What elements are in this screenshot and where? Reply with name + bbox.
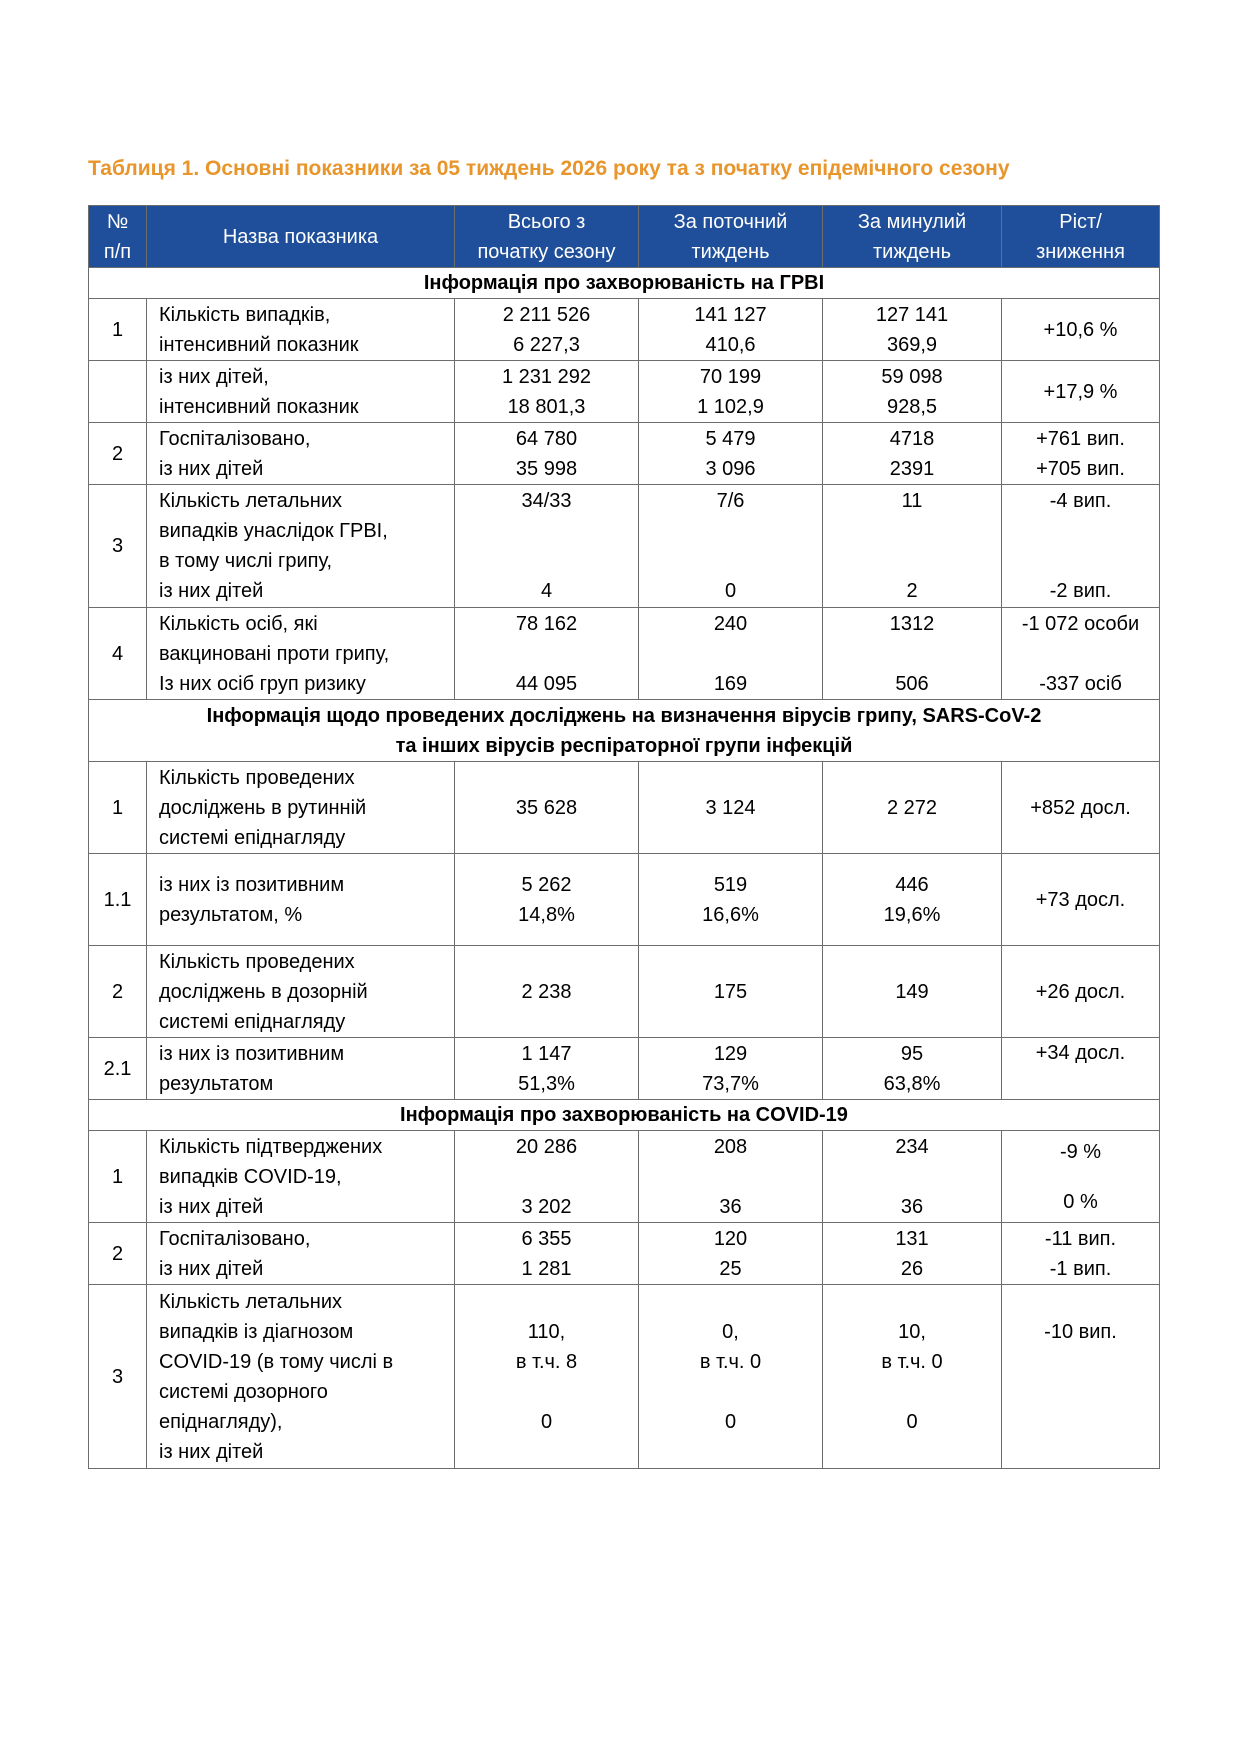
cell-previous: 1312 506: [823, 608, 1002, 700]
cell-total: 110, в т.ч. 8 0: [455, 1285, 639, 1469]
row-name: Госпіталізовано, із них дітей: [147, 1223, 455, 1285]
table-row: [89, 423, 1160, 485]
cell-change: +10,6 %: [1002, 299, 1160, 361]
cell-total: 6 355 1 281: [455, 1223, 639, 1285]
row-num: 1.1: [89, 854, 147, 946]
row-name: Кількість летальних випадків із діагнозом COVID-19 (в тому числі в системі дозорного епіднагляду), із них дітей: [147, 1285, 455, 1469]
cell-change: +26 досл.: [1002, 946, 1160, 1038]
cell-change: -1 072 особи -337 осіб: [1002, 608, 1160, 700]
row-name: Госпіталізовано, із них дітей: [147, 423, 455, 485]
cell-change: +73 досл.: [1002, 854, 1160, 946]
cell-total: 34/33 4: [455, 485, 639, 608]
row-name: Кількість проведених досліджень в рутинній системі епіднагляду: [147, 762, 455, 854]
row-name: Кількість осіб, які вакциновані проти грипу, Із них осіб груп ризику: [147, 608, 455, 700]
row-num: 1: [89, 1131, 147, 1223]
cell-change: -9 % 0 %: [1002, 1131, 1160, 1223]
row-name: із них із позитивним результатом: [147, 1038, 455, 1100]
header-previous: За минулий тиждень: [823, 206, 1002, 268]
cell-total: 1 231 292 18 801,3: [455, 361, 639, 423]
cell-previous: 234 36: [823, 1131, 1002, 1223]
cell-current: 7/6 0: [639, 485, 823, 608]
cell-previous: 11 2: [823, 485, 1002, 608]
cell-total: 20 286 3 202: [455, 1131, 639, 1223]
cell-change: -10 вип.: [1002, 1285, 1160, 1469]
section-heading-row: [89, 268, 1160, 299]
cell-current: 3 124: [639, 762, 823, 854]
cell-total: 5 262 14,8%: [455, 854, 639, 946]
cell-current: 70 199 1 102,9: [639, 361, 823, 423]
cell-current: 240 169: [639, 608, 823, 700]
section-title-ari: Інформація про захворюваність на ГРВІ: [89, 268, 1160, 299]
cell-total: 2 211 526 6 227,3: [455, 299, 639, 361]
cell-total: 64 780 35 998: [455, 423, 639, 485]
cell-previous: 95 63,8%: [823, 1038, 1002, 1100]
table-row: [89, 485, 1160, 608]
cell-previous: 59 098 928,5: [823, 361, 1002, 423]
table-row: [89, 762, 1160, 854]
row-name: Кількість підтверджених випадків COVID-19, із них дітей: [147, 1131, 455, 1223]
section-title-lab-tests: Інформація щодо проведених досліджень на визначення вірусів грипу, SARS-CoV-2 та інших вірусів респіраторної групи інфекцій: [89, 700, 1160, 762]
cell-previous: 2 272: [823, 762, 1002, 854]
cell-total: 1 147 51,3%: [455, 1038, 639, 1100]
row-num: 4: [89, 608, 147, 700]
section-heading-row: [89, 1100, 1160, 1131]
cell-current: 5 479 3 096: [639, 423, 823, 485]
table-header-row: [89, 206, 1160, 268]
cell-change: -4 вип. -2 вип.: [1002, 485, 1160, 608]
header-change: Ріст/ зниження: [1002, 206, 1160, 268]
table-row: [89, 1131, 1160, 1223]
row-name: Кількість випадків, інтенсивний показник: [147, 299, 455, 361]
row-num: 2: [89, 1223, 147, 1285]
cell-change: +17,9 %: [1002, 361, 1160, 423]
row-name: Кількість проведених досліджень в дозорній системі епіднагляду: [147, 946, 455, 1038]
table-row: [89, 1285, 1160, 1469]
section-heading-row: [89, 700, 1160, 762]
section-title-covid: Інформація про захворюваність на COVID-19: [89, 1100, 1160, 1131]
cell-current: 519 16,6%: [639, 854, 823, 946]
table-row: [89, 1223, 1160, 1285]
row-num: 2.1: [89, 1038, 147, 1100]
cell-previous: 131 26: [823, 1223, 1002, 1285]
row-num: 2: [89, 423, 147, 485]
row-name: із них із позитивним результатом, %: [147, 854, 455, 946]
row-num: [89, 361, 147, 423]
row-num: 1: [89, 299, 147, 361]
table-title: Таблиця 1. Основні показники за 05 тиждень 2026 року та з початку епідемічного сезону: [88, 157, 1010, 180]
cell-current: 120 25: [639, 1223, 823, 1285]
header-current: За поточний тиждень: [639, 206, 823, 268]
table-row: [89, 608, 1160, 700]
table-row: [89, 299, 1160, 361]
cell-change: +761 вип. +705 вип.: [1002, 423, 1160, 485]
row-num: 2: [89, 946, 147, 1038]
cell-previous: 149: [823, 946, 1002, 1038]
row-num: 3: [89, 485, 147, 608]
cell-change: -11 вип. -1 вип.: [1002, 1223, 1160, 1285]
cell-previous: 446 19,6%: [823, 854, 1002, 946]
cell-total: 35 628: [455, 762, 639, 854]
row-name: Кількість летальних випадків унаслідок ГРВІ, в тому числі грипу, із них дітей: [147, 485, 455, 608]
table-row: [89, 854, 1160, 946]
cell-total: 78 162 44 095: [455, 608, 639, 700]
header-num: № п/п: [89, 206, 147, 268]
cell-previous: 127 141 369,9: [823, 299, 1002, 361]
cell-total: 2 238: [455, 946, 639, 1038]
indicators-table: [88, 205, 1160, 1469]
header-name: Назва показника: [147, 206, 455, 268]
cell-current: 0, в т.ч. 0 0: [639, 1285, 823, 1469]
cell-previous: 4718 2391: [823, 423, 1002, 485]
header-total: Всього з початку сезону: [455, 206, 639, 268]
row-num: 1: [89, 762, 147, 854]
cell-current: 129 73,7%: [639, 1038, 823, 1100]
cell-current: 141 127 410,6: [639, 299, 823, 361]
cell-change: +852 досл.: [1002, 762, 1160, 854]
cell-previous: 10, в т.ч. 0 0: [823, 1285, 1002, 1469]
table-row: [89, 946, 1160, 1038]
row-num: 3: [89, 1285, 147, 1469]
table-row: [89, 1038, 1160, 1100]
row-name: із них дітей, інтенсивний показник: [147, 361, 455, 423]
table-row: [89, 361, 1160, 423]
cell-current: 175: [639, 946, 823, 1038]
cell-current: 208 36: [639, 1131, 823, 1223]
cell-change: +34 досл.: [1002, 1038, 1160, 1100]
